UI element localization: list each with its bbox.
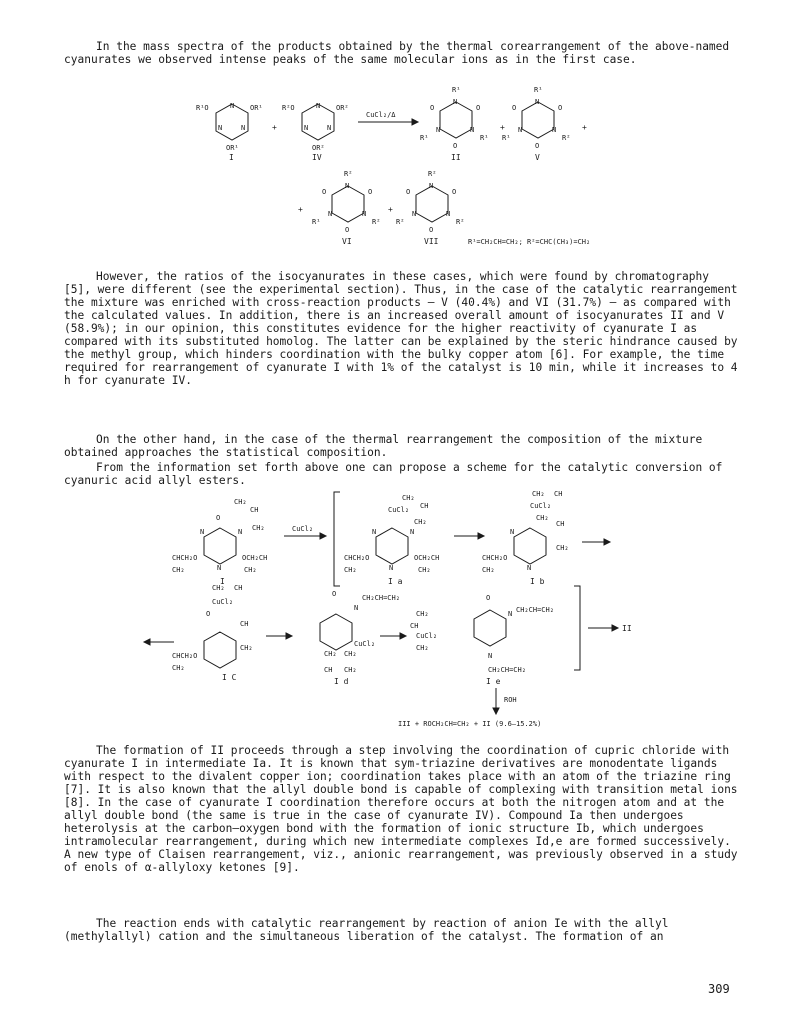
svg-text:N: N: [508, 610, 513, 618]
svg-text:CH₂: CH₂: [414, 518, 427, 526]
svg-text:R¹: R¹: [420, 134, 429, 142]
svg-text:OR¹: OR¹: [226, 144, 239, 152]
svg-text:N: N: [230, 102, 235, 110]
svg-text:N: N: [372, 528, 377, 536]
svg-text:N: N: [552, 126, 557, 134]
page-number: 309: [708, 982, 730, 996]
label-Ic: I C: [222, 673, 237, 682]
svg-text:OR²: OR²: [336, 104, 349, 112]
svg-text:R²: R²: [562, 134, 571, 142]
svg-text:CH: CH: [420, 502, 429, 510]
svg-text:O: O: [429, 226, 434, 234]
svg-text:CH₂: CH₂: [532, 490, 545, 498]
label-II-product: II: [622, 624, 632, 633]
svg-text:CH₂: CH₂: [344, 650, 357, 658]
svg-text:O: O: [368, 188, 373, 196]
svg-text:CH₂CH=CH₂: CH₂CH=CH₂: [516, 606, 554, 614]
svg-text:CH: CH: [556, 520, 565, 528]
svg-text:O: O: [535, 142, 540, 150]
substituent-definitions: R¹=CH₂CH=CH₂; R²=CHC(CH₃)=CH₂: [468, 238, 591, 246]
svg-text:CH₂CH=CH₂: CH₂CH=CH₂: [488, 666, 526, 674]
paragraph-6: The reaction ends with catalytic rearrangement by reaction of anion Ie with the allyl (methylallyl) cation and the simultaneous liberation of the catalyst. The formation of an: [64, 917, 669, 943]
svg-text:N: N: [328, 210, 333, 218]
svg-text:N: N: [316, 102, 321, 110]
svg-text:CH₂: CH₂: [482, 566, 495, 574]
intermediate-Id: [320, 590, 400, 686]
label-IV: IV: [312, 153, 322, 162]
svg-text:CH₂: CH₂: [418, 566, 431, 574]
label-I: I: [229, 153, 234, 162]
compound-I-mech: [172, 498, 267, 586]
svg-text:CuCl₂: CuCl₂: [530, 502, 552, 510]
svg-text:R²: R²: [396, 218, 405, 226]
svg-text:CuCl₂/Δ: CuCl₂/Δ: [366, 111, 396, 119]
svg-text:O: O: [206, 610, 211, 618]
svg-text:OCH₂CH: OCH₂CH: [242, 554, 268, 562]
svg-text:+: +: [298, 205, 303, 214]
svg-text:O: O: [476, 104, 481, 112]
svg-text:N: N: [217, 564, 222, 572]
paragraph-1: In the mass spectra of the products obtained by the thermal corearrangement of the above-named cyanurates we observed intense peaks of the same molecular ions as in the first case.: [64, 40, 730, 66]
svg-text:OCH₂CH: OCH₂CH: [414, 554, 440, 562]
svg-text:R¹O: R¹O: [196, 104, 209, 112]
svg-text:CH₂CH=CH₂: CH₂CH=CH₂: [362, 594, 400, 602]
svg-text:R¹: R¹: [502, 134, 511, 142]
svg-text:CH: CH: [554, 490, 563, 498]
svg-text:O: O: [406, 188, 411, 196]
svg-text:CuCl₂: CuCl₂: [388, 506, 410, 514]
intermediate-Ib: [482, 490, 569, 586]
svg-text:N: N: [241, 124, 246, 132]
reaction-scheme-2: [0, 486, 796, 736]
svg-text:+: +: [272, 123, 277, 132]
svg-text:O: O: [430, 104, 435, 112]
compound-V-structure: [502, 86, 570, 162]
compound-II-structure: [420, 86, 488, 162]
svg-text:CHCH₂O: CHCH₂O: [482, 554, 508, 562]
label-Ia: I a: [388, 577, 403, 586]
svg-text:O: O: [216, 514, 221, 522]
svg-text:N: N: [218, 124, 223, 132]
svg-text:CH₂: CH₂: [402, 494, 415, 502]
svg-text:CH₂: CH₂: [344, 566, 357, 574]
svg-text:N: N: [446, 210, 451, 218]
label-VI: VI: [342, 237, 352, 246]
svg-text:O: O: [558, 104, 563, 112]
intermediate-Ia: [344, 494, 439, 586]
svg-text:CH₂: CH₂: [344, 666, 357, 674]
svg-text:CHCH₂O: CHCH₂O: [344, 554, 370, 562]
svg-text:N: N: [200, 528, 205, 536]
svg-text:O: O: [486, 594, 491, 602]
svg-text:+: +: [388, 205, 393, 214]
label-I-mech: I: [220, 577, 225, 586]
svg-text:CuCl₂: CuCl₂: [416, 632, 438, 640]
svg-text:CH₂: CH₂: [212, 584, 225, 592]
svg-text:N: N: [412, 210, 417, 218]
svg-text:N: N: [535, 98, 540, 106]
paragraph-3: On the other hand, in the case of the thermal rearrangement the composition of the mixture obtained approaches the statistical composition.: [64, 433, 703, 459]
label-V: V: [535, 153, 540, 162]
svg-text:CH: CH: [240, 620, 249, 628]
svg-text:CH₂: CH₂: [324, 650, 337, 658]
paragraph-4: From the information set forth above one can propose a scheme for the catalytic conversion of cyanuric acid allyl esters.: [64, 461, 723, 487]
svg-text:ROH: ROH: [504, 696, 517, 704]
svg-text:OR¹: OR¹: [250, 104, 263, 112]
svg-text:CH₂: CH₂: [244, 566, 257, 574]
svg-text:R²O: R²O: [282, 104, 295, 112]
svg-text:N: N: [429, 182, 434, 190]
svg-text:CuCl₂: CuCl₂: [354, 640, 376, 648]
label-Ie: I e: [486, 677, 501, 686]
svg-text:R¹: R¹: [312, 218, 321, 226]
svg-text:N: N: [453, 98, 458, 106]
svg-text:O: O: [452, 188, 457, 196]
svg-text:CH: CH: [324, 666, 333, 674]
svg-text:+: +: [582, 123, 587, 132]
svg-text:CH₂: CH₂: [556, 544, 569, 552]
svg-text:O: O: [345, 226, 350, 234]
svg-text:CH₂: CH₂: [172, 664, 185, 672]
label-II: II: [451, 153, 461, 162]
final-products: III + ROCH₂CH=CH₂ + II (9.6–15.2%): [398, 720, 542, 728]
svg-text:N: N: [527, 564, 532, 572]
svg-text:OR²: OR²: [312, 144, 325, 152]
svg-text:N: N: [354, 604, 359, 612]
reaction-scheme-1: [0, 82, 796, 262]
svg-text:CH₂: CH₂: [240, 644, 253, 652]
label-Id: I d: [334, 677, 349, 686]
svg-text:CH: CH: [234, 584, 243, 592]
svg-text:N: N: [510, 528, 515, 536]
svg-text:CuCl₂: CuCl₂: [212, 598, 234, 606]
svg-text:CH: CH: [250, 506, 259, 514]
svg-text:R²: R²: [344, 170, 353, 178]
compound-VI-structure: [312, 170, 380, 246]
intermediate-Ie: [410, 594, 554, 686]
paragraph-5: The formation of II proceeds through a step involving the coordination of cupric chloride with cyanurate I in intermediate Ia. It is known that sym-triazine derivatives are monodentate ligands with respect to the divalent copper ion; coordination takes place with an atom of the triazine ring [7]. It is also known that the allyl double bond is capable of complexing with transition metal ions [8]. In the case of cyanurate I coordination therefore occurs at both the nitrogen atom and at the allyl double bond (the same is true in the case of cyanurate IV). Compound Ia then undergoes heterolysis at the carbon—oxygen bond with the formation of ionic structure Ib, which undergoes intramolecular rearrangement, during which new intermediate complexes Id,e are formed successively. A new type of Claisen rearrangement, viz., anionic rearrangement, was previously observed in a study of enols of α-allyloxy ketones [9].: [64, 744, 738, 874]
svg-text:CuCl₂: CuCl₂: [292, 525, 314, 533]
svg-text:O: O: [332, 590, 337, 598]
svg-text:R²: R²: [456, 218, 465, 226]
svg-text:R²: R²: [428, 170, 437, 178]
svg-text:N: N: [410, 528, 415, 536]
svg-text:CH₂: CH₂: [252, 524, 265, 532]
svg-text:CH₂: CH₂: [172, 566, 185, 574]
svg-text:O: O: [453, 142, 458, 150]
svg-text:O: O: [512, 104, 517, 112]
svg-text:N: N: [327, 124, 332, 132]
paragraph-2: However, the ratios of the isocyanurates in these cases, which were found by chromatography [5], were different (see the experimental section). Thus, in the case of the catalytic rearrangement the mixture was enriched with cross-reaction products — V (40.4%) and VI (31.7%) — as compared with the calculated values. In addition, there is an increased overall amount of isocyanurates II and V (58.9%); in our opinion, this constitutes evidence for the higher reactivity of cyanurate I as compared with its substituted homolog. The latter can be explained by the steric hindrance caused by the methyl group, which hinders coordination with the bulky copper atom [6]. For example, the time required for rearrangement of cyanurate I with 1% of the catalyst is 10 min, while it increases to 4 h for cyanurate IV.: [64, 270, 738, 387]
svg-text:N: N: [345, 182, 350, 190]
svg-text:CH₂: CH₂: [416, 610, 429, 618]
svg-text:R¹: R¹: [452, 86, 461, 94]
intermediate-Ic: [172, 584, 253, 682]
svg-text:CH₂: CH₂: [416, 644, 429, 652]
svg-text:CHCH₂O: CHCH₂O: [172, 652, 198, 660]
compound-VII-structure: [396, 170, 464, 246]
svg-text:N: N: [362, 210, 367, 218]
svg-text:CH₂: CH₂: [234, 498, 247, 506]
svg-text:N: N: [488, 652, 493, 660]
compound-I-structure: [196, 102, 263, 162]
svg-text:CHCH₂O: CHCH₂O: [172, 554, 198, 562]
svg-text:N: N: [470, 126, 475, 134]
compound-IV-structure: [282, 102, 349, 162]
label-VII: VII: [424, 237, 439, 246]
svg-text:N: N: [436, 126, 441, 134]
svg-text:R¹: R¹: [534, 86, 543, 94]
bracket-right: [574, 586, 580, 670]
svg-text:R¹: R¹: [480, 134, 489, 142]
svg-text:N: N: [389, 564, 394, 572]
svg-text:R²: R²: [372, 218, 381, 226]
svg-text:+: +: [500, 123, 505, 132]
svg-text:CH: CH: [410, 622, 419, 630]
bracket-left: [334, 492, 340, 586]
svg-text:N: N: [518, 126, 523, 134]
label-Ib: I b: [530, 577, 545, 586]
svg-text:O: O: [322, 188, 327, 196]
svg-text:CH₂: CH₂: [536, 514, 549, 522]
svg-text:N: N: [304, 124, 309, 132]
svg-text:N: N: [238, 528, 243, 536]
